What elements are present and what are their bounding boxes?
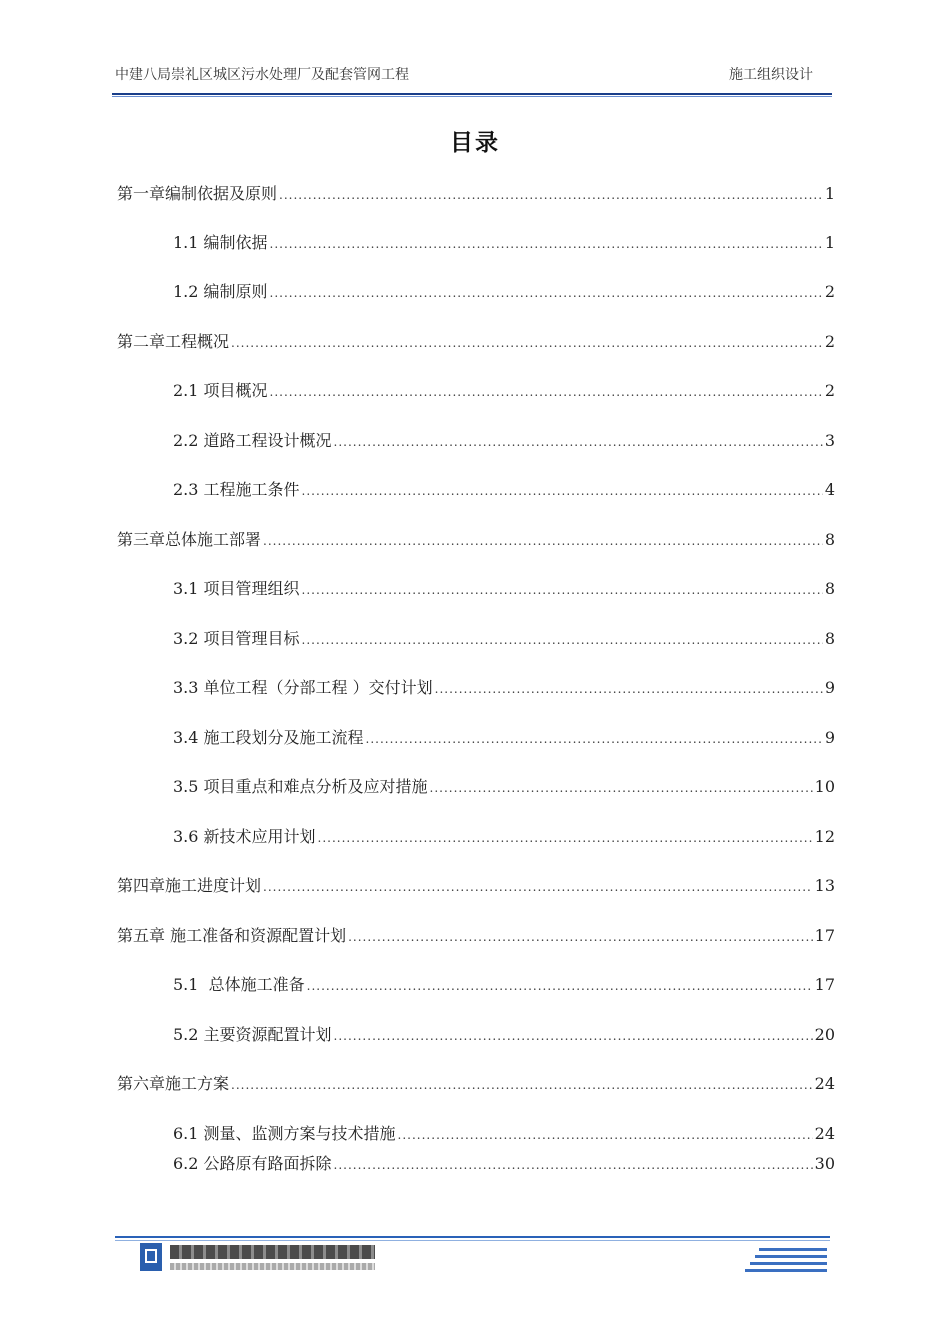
toc-dot-leader bbox=[270, 230, 823, 258]
page-header bbox=[115, 64, 835, 90]
toc-entry[interactable] bbox=[117, 922, 835, 950]
toc-entry-page-number: 17 bbox=[814, 975, 835, 994]
toc-dot-leader bbox=[263, 527, 823, 555]
toc-entry-page-number: 2 bbox=[824, 381, 835, 400]
header-doc-type: 施工组织设计 bbox=[729, 67, 813, 83]
toc-entry-page-number: 9 bbox=[824, 678, 835, 697]
toc-entry-label: 3.1 项目管理组织 bbox=[173, 579, 300, 598]
toc-dot-leader bbox=[318, 824, 813, 852]
toc-entry[interactable] bbox=[173, 476, 835, 504]
toc-entry-label: 第四章施工进度计划 bbox=[117, 876, 262, 895]
toc-dot-leader bbox=[279, 181, 823, 209]
toc-entry-label: 第三章总体施工部署 bbox=[117, 530, 262, 549]
toc-dot-leader bbox=[334, 1022, 813, 1050]
toc-dot-leader bbox=[270, 378, 823, 406]
toc-entry-label: 第六章施工方案 bbox=[117, 1074, 230, 1093]
page-title: 目录 bbox=[450, 129, 500, 156]
toc-dot-leader bbox=[302, 626, 823, 654]
toc-entry[interactable] bbox=[173, 278, 835, 306]
toc-dot-leader bbox=[231, 1071, 813, 1099]
header-rule-thin bbox=[112, 96, 832, 97]
toc-dot-leader bbox=[231, 329, 823, 357]
toc-entry-label: 6.2 公路原有路面拆除 bbox=[173, 1154, 332, 1173]
toc-entry-page-number: 24 bbox=[814, 1124, 835, 1143]
toc-dot-leader bbox=[366, 725, 823, 753]
toc-entry-page-number: 2 bbox=[824, 282, 835, 301]
toc-entry-label: 6.1 测量、监测方案与技术措施 bbox=[173, 1124, 396, 1143]
toc-entry[interactable] bbox=[117, 328, 835, 356]
toc-entry[interactable] bbox=[173, 1150, 835, 1178]
footer-rule-thin bbox=[115, 1240, 830, 1241]
toc-dot-leader bbox=[334, 1151, 813, 1179]
toc-entry[interactable] bbox=[173, 674, 835, 702]
toc-entry-page-number: 20 bbox=[814, 1025, 835, 1044]
toc-dot-leader bbox=[302, 576, 823, 604]
toc-entry[interactable] bbox=[173, 625, 835, 653]
toc-entry[interactable] bbox=[173, 1120, 835, 1148]
header-rule bbox=[112, 93, 832, 95]
toc-entry-page-number: 10 bbox=[814, 777, 835, 796]
toc-entry-label: 第二章工程概况 bbox=[117, 332, 230, 351]
toc-entry-page-number: 8 bbox=[824, 579, 835, 598]
toc-entry-page-number: 30 bbox=[814, 1154, 835, 1173]
toc-entry-label: 1.1 编制依据 bbox=[173, 233, 268, 252]
toc-entry-page-number: 24 bbox=[814, 1074, 835, 1093]
toc-dot-leader bbox=[334, 428, 823, 456]
toc-entry-label: 2.2 道路工程设计概况 bbox=[173, 431, 332, 450]
toc-entry-page-number: 2 bbox=[824, 332, 835, 351]
toc-entry[interactable] bbox=[173, 971, 835, 999]
toc-dot-leader bbox=[435, 675, 823, 703]
toc-entry-label: 5.1 总体施工准备 bbox=[173, 975, 305, 994]
toc-dot-leader bbox=[270, 279, 823, 307]
toc-entry-page-number: 3 bbox=[824, 431, 835, 450]
toc-entry-page-number: 13 bbox=[814, 876, 835, 895]
toc-dot-leader bbox=[263, 873, 813, 901]
toc-dot-leader bbox=[430, 774, 813, 802]
toc-entry-page-number: 12 bbox=[814, 827, 835, 846]
toc-entry-label: 3.3 单位工程（分部工程 ）交付计划 bbox=[173, 678, 433, 697]
toc-entry[interactable] bbox=[117, 1070, 835, 1098]
toc-dot-leader bbox=[307, 972, 813, 1000]
toc-entry-label: 3.5 项目重点和难点分析及应对措施 bbox=[173, 777, 428, 796]
toc-entry-page-number: 8 bbox=[824, 530, 835, 549]
toc-entry[interactable] bbox=[117, 180, 835, 208]
toc-entry[interactable] bbox=[173, 377, 835, 405]
toc-dot-leader bbox=[302, 477, 823, 505]
toc-entry[interactable] bbox=[173, 1021, 835, 1049]
toc-entry-label: 2.3 工程施工条件 bbox=[173, 480, 300, 499]
toc-entry[interactable] bbox=[117, 872, 835, 900]
toc-dot-leader bbox=[398, 1121, 813, 1149]
toc-entry-page-number: 8 bbox=[824, 629, 835, 648]
toc-entry-label: 第一章编制依据及原则 bbox=[117, 184, 278, 203]
toc-entry-page-number: 1 bbox=[824, 233, 835, 252]
toc-entry[interactable] bbox=[117, 526, 835, 554]
toc-entry-page-number: 4 bbox=[824, 480, 835, 499]
footer-rule bbox=[115, 1236, 830, 1238]
toc-entry-page-number: 9 bbox=[824, 728, 835, 747]
toc-entry[interactable] bbox=[173, 427, 835, 455]
toc-entry[interactable] bbox=[173, 229, 835, 257]
toc-entry[interactable] bbox=[173, 575, 835, 603]
company-name-graphic bbox=[170, 1245, 375, 1259]
toc-entry-label: 1.2 编制原则 bbox=[173, 282, 268, 301]
toc-entry[interactable] bbox=[173, 724, 835, 752]
toc-entry-label: 2.1 项目概况 bbox=[173, 381, 268, 400]
company-subtitle-graphic bbox=[170, 1263, 375, 1270]
toc-entry-label: 第五章 施工准备和资源配置计划 bbox=[117, 926, 347, 945]
toc-entry[interactable] bbox=[173, 773, 835, 801]
toc-entry-label: 3.6 新技术应用计划 bbox=[173, 827, 316, 846]
toc-entry-label: 3.2 项目管理目标 bbox=[173, 629, 300, 648]
toc-entry-page-number: 17 bbox=[814, 926, 835, 945]
header-project-name: 中建八局崇礼区城区污水处理厂及配套管网工程 bbox=[115, 67, 409, 83]
toc-dot-leader bbox=[348, 923, 813, 951]
toc-entry[interactable] bbox=[173, 823, 835, 851]
toc-entry-label: 3.4 施工段划分及施工流程 bbox=[173, 728, 364, 747]
footer-emblem-icon bbox=[745, 1246, 827, 1272]
toc-entry-page-number: 1 bbox=[824, 184, 835, 203]
toc-entry-label: 5.2 主要资源配置计划 bbox=[173, 1025, 332, 1044]
company-logo-icon bbox=[140, 1243, 162, 1271]
